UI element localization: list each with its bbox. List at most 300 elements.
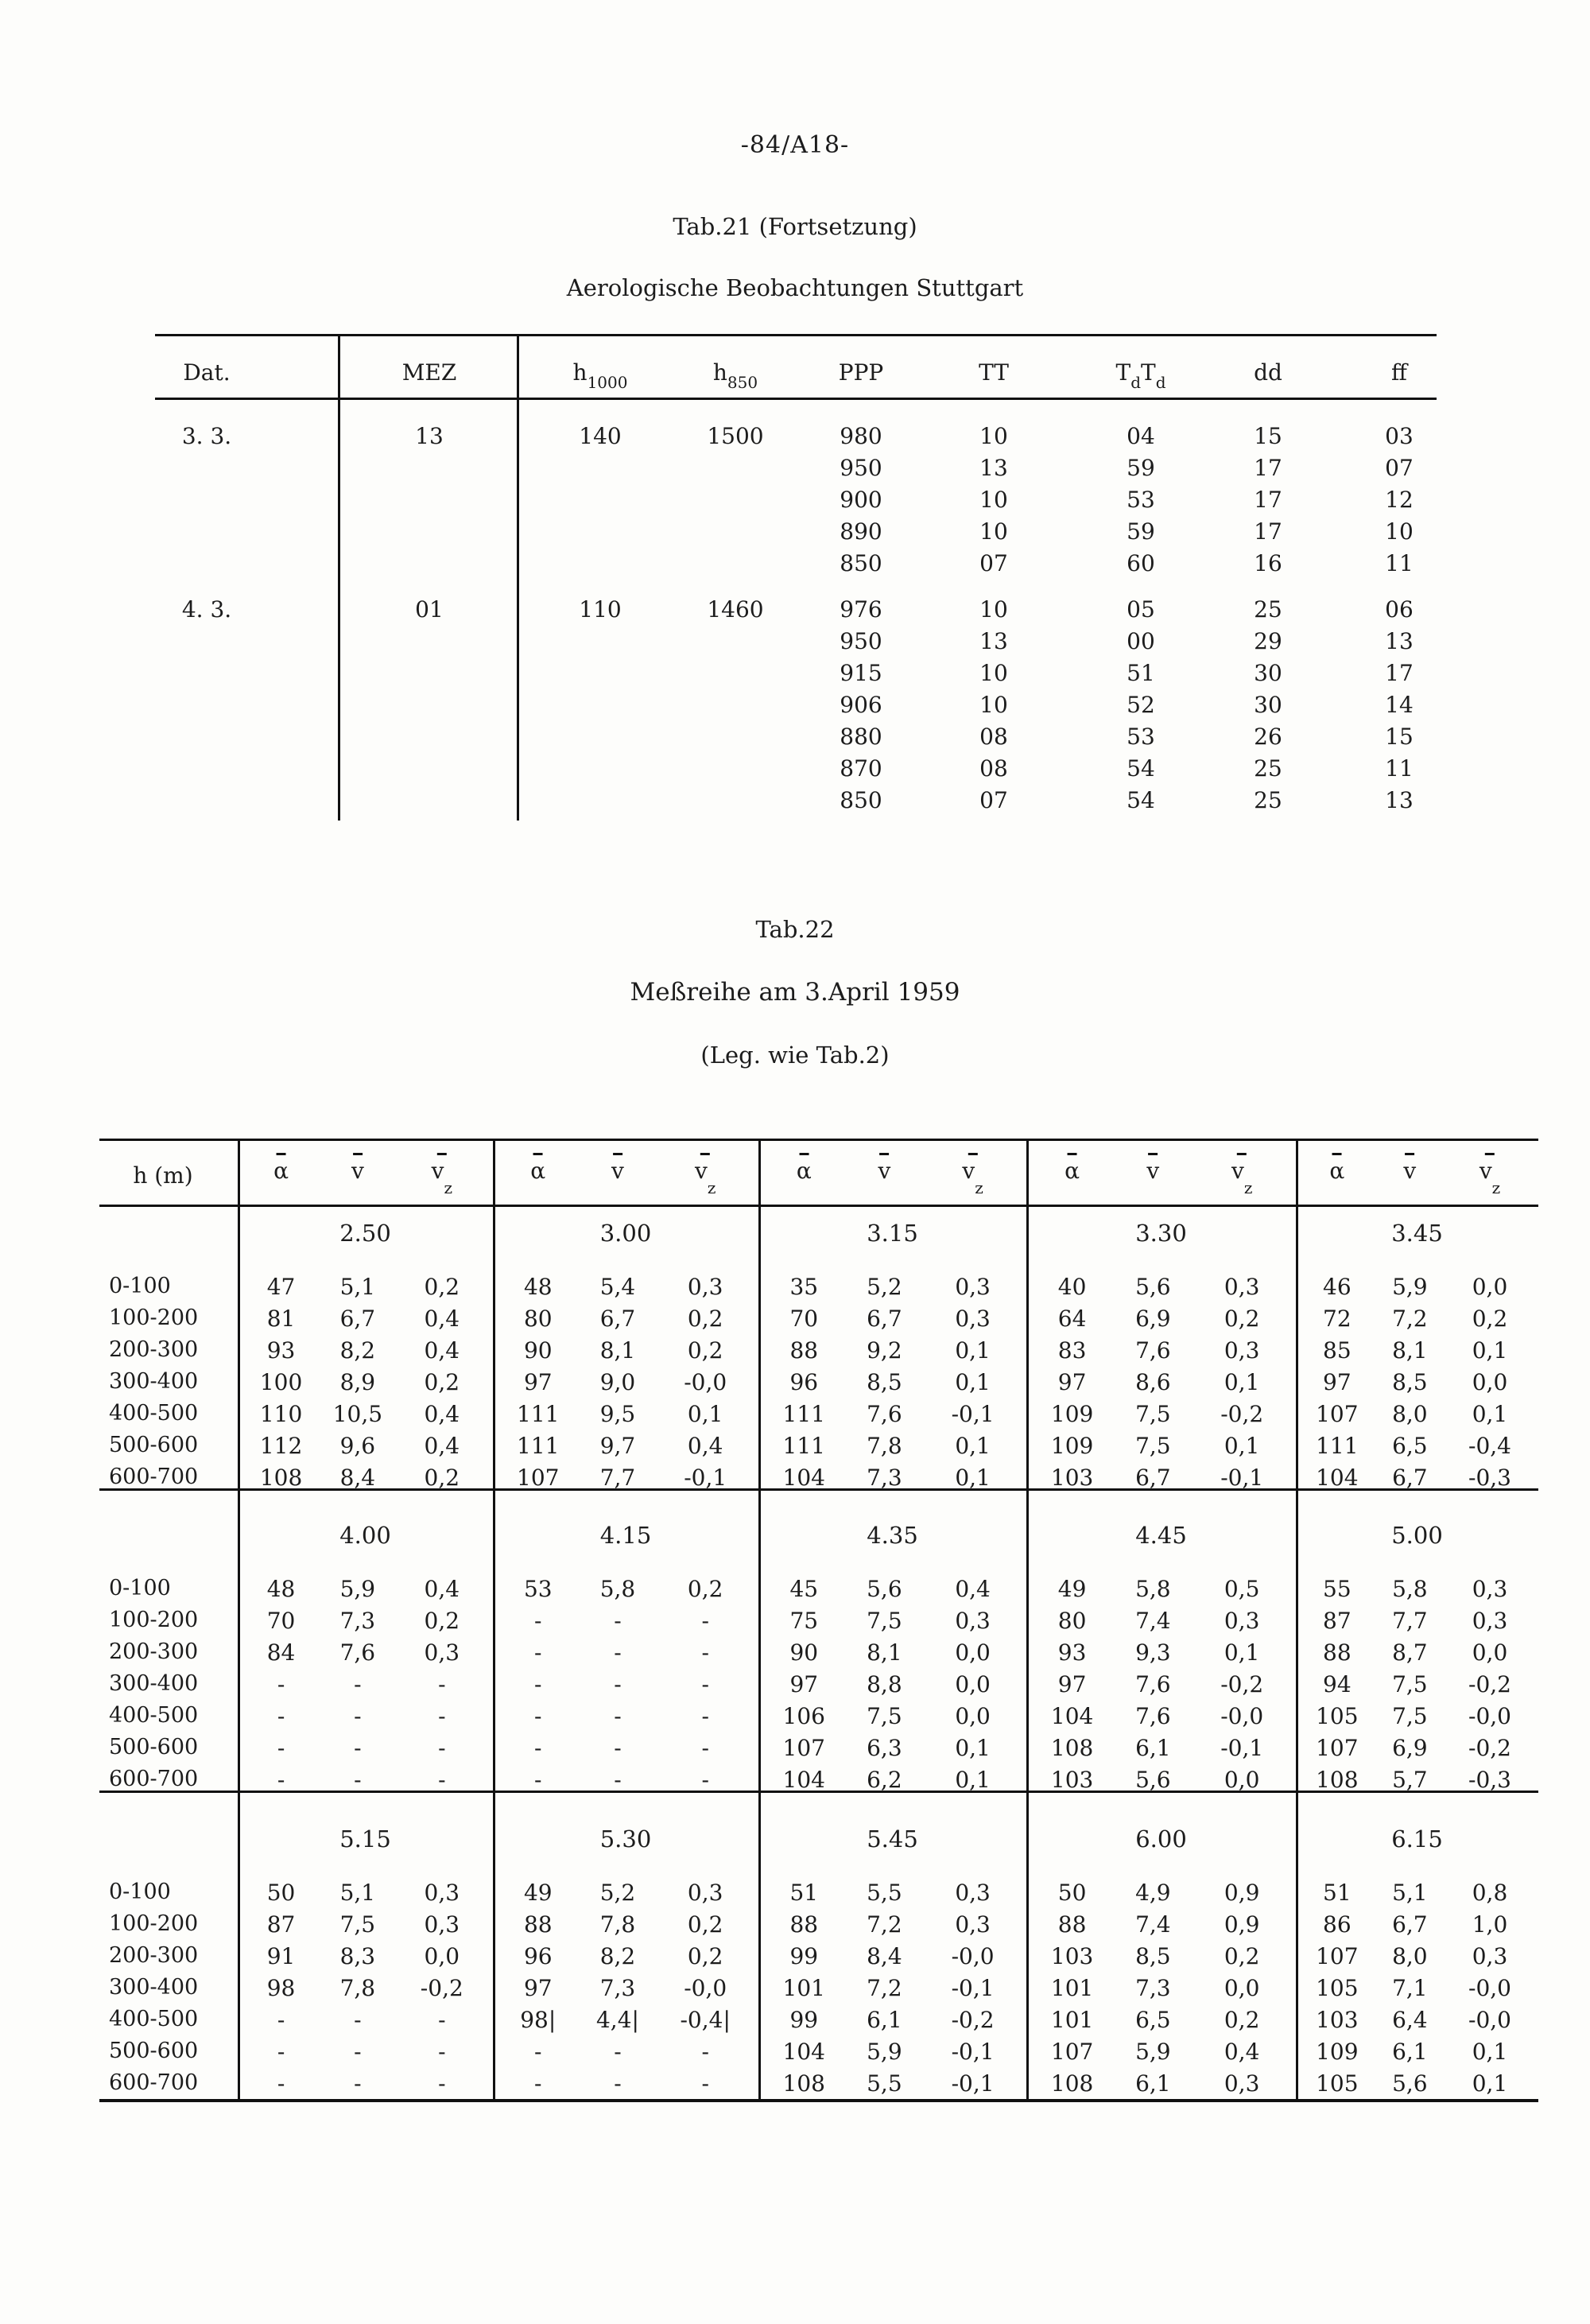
dd-cell: 25 [1254, 787, 1282, 813]
vz-value: 0,2 [1224, 1306, 1260, 1332]
alpha-value: 107 [782, 1735, 826, 1761]
ppp-cell: 900 [840, 487, 882, 513]
tt-cell: 10 [979, 518, 1008, 545]
dat-cell: 4. 3. [181, 596, 232, 623]
tdtd-cell: 51 [1127, 660, 1155, 686]
height-range-label: 0-100 [109, 1274, 171, 1298]
alpha-value: 45 [789, 1576, 819, 1602]
tt-cell: 10 [979, 423, 1008, 449]
v-value: 7,1 [1392, 1975, 1428, 2001]
vz-value: 0,2 [687, 1576, 723, 1602]
tdtd-cell: 52 [1127, 692, 1155, 718]
time-label: 4.45 [1135, 1522, 1187, 1549]
ff-cell: 13 [1385, 787, 1414, 813]
vz-value: -0,4 [1468, 1433, 1511, 1459]
v-value: - [354, 1671, 362, 1697]
vz-value: - [701, 2070, 709, 2097]
dd-cell: 30 [1254, 692, 1282, 718]
vz-value: - [701, 1608, 709, 1634]
alpha-value: 53 [523, 1576, 553, 1602]
vz-value: 0,0 [1472, 1369, 1508, 1395]
v-value: 10,5 [332, 1401, 383, 1427]
tab21-table [155, 334, 1437, 823]
alpha-value: 112 [259, 1433, 303, 1459]
vz-value: 0,1 [687, 1401, 723, 1427]
vz-value: 0,4 [955, 1576, 991, 1602]
v-value: 6,5 [1135, 2007, 1171, 2033]
vz-value: 0,2 [687, 1943, 723, 1969]
vz-value: 0,0 [955, 1703, 991, 1729]
alpha-value: 80 [1057, 1608, 1087, 1634]
alpha-value: 108 [259, 1465, 303, 1491]
alpha-value: 90 [789, 1639, 819, 1666]
v-value: 7,4 [1135, 1608, 1171, 1634]
alpha-value: - [277, 1735, 285, 1761]
ff-cell: 03 [1385, 423, 1414, 449]
ppp-cell: 950 [840, 628, 882, 654]
vz-value: 0,3 [424, 1911, 460, 1938]
v-value: 7,6 [1135, 1671, 1171, 1697]
ff-cell: 11 [1385, 550, 1414, 576]
alpha-value: 111 [517, 1401, 560, 1427]
vz-value: -0,2 [420, 1975, 463, 2001]
height-range-label: 200-300 [109, 1639, 199, 1664]
vz-value: -0,3 [1468, 1465, 1511, 1491]
alpha-value: 40 [1057, 1274, 1087, 1300]
v-value: 6,2 [867, 1767, 902, 1793]
vz-value: 0,5 [1224, 1576, 1260, 1602]
alpha-value: 108 [1050, 2070, 1094, 2097]
header-tt: TT [979, 359, 1009, 386]
vz-value: 0,2 [687, 1337, 723, 1364]
vz-value: 0,1 [955, 1465, 991, 1491]
alpha-value: 101 [1050, 2007, 1094, 2033]
vz-value: 0,0 [1472, 1639, 1508, 1666]
vz-value: -0,2 [1220, 1671, 1264, 1697]
v-value: - [614, 1608, 622, 1634]
v-value: - [354, 2007, 362, 2033]
alpha-symbol: α [797, 1158, 812, 1184]
v-value: 9,2 [867, 1337, 902, 1364]
v-value: 6,7 [599, 1306, 636, 1332]
v-value: 8,1 [599, 1337, 636, 1364]
alpha-value: 101 [782, 1975, 826, 2001]
vz-value: 0,8 [1472, 1880, 1508, 1906]
vz-value: 0,1 [955, 1337, 991, 1364]
tdtd-cell: 53 [1127, 487, 1155, 513]
vz-value: 0,2 [424, 1369, 460, 1395]
vz-value: 0,0 [955, 1639, 991, 1666]
v-value: 6,3 [867, 1735, 902, 1761]
alpha-value: 83 [1057, 1337, 1087, 1364]
alpha-value: - [534, 1703, 542, 1729]
v-value: 5,6 [1135, 1274, 1171, 1300]
alpha-value: 94 [1323, 1671, 1352, 1697]
vz-value: - [438, 1671, 446, 1697]
vz-value: 0,4 [1224, 2039, 1260, 2065]
alpha-value: - [534, 1767, 542, 1793]
height-range-label: 100-200 [109, 1911, 199, 1936]
dd-cell: 16 [1254, 550, 1282, 576]
v-value: 5,9 [867, 2039, 902, 2065]
mez-cell: 01 [415, 596, 444, 623]
tab22-title: Tab.22 [755, 916, 835, 943]
header-ppp: PPP [838, 359, 884, 386]
alpha-value: 98| [520, 2007, 556, 2033]
alpha-value: 96 [789, 1369, 819, 1395]
h850-cell: 1460 [707, 596, 764, 623]
vz-value: -0,3 [1468, 1767, 1511, 1793]
vz-symbol: $v_z$ [1479, 1158, 1500, 1188]
v-value: 8,7 [1392, 1639, 1428, 1666]
v-value: 8,5 [1135, 1943, 1171, 1969]
alpha-symbol: α [530, 1158, 545, 1184]
alpha-value: 88 [1323, 1639, 1352, 1666]
vz-value: -0,2 [1468, 1671, 1511, 1697]
vz-value: 0,3 [1224, 1337, 1260, 1364]
alpha-value: 80 [523, 1306, 553, 1332]
alpha-value: - [534, 1735, 542, 1761]
ff-cell: 06 [1385, 596, 1414, 623]
header-tdtd: $T_dT_d$ [1115, 359, 1166, 392]
v-value: 5,8 [1392, 1576, 1428, 1602]
vz-value: 0,2 [424, 1465, 460, 1491]
tab22-subtitle: Meßreihe am 3.April 1959 [630, 978, 960, 1007]
v-value: 7,3 [599, 1975, 636, 2001]
vz-value: 0,3 [1472, 1608, 1508, 1634]
vz-value: 0,9 [1224, 1880, 1260, 1906]
v-value: 6,4 [1392, 2007, 1428, 2033]
alpha-value: 101 [1050, 1975, 1094, 2001]
v-value: 8,5 [867, 1369, 902, 1395]
row-header: h (m) [133, 1162, 193, 1189]
ff-cell: 12 [1385, 487, 1414, 513]
height-range-label: 100-200 [109, 1608, 199, 1632]
v-value: 9,6 [339, 1433, 376, 1459]
vz-value: 0,1 [1472, 1337, 1508, 1364]
alpha-value: - [277, 2039, 285, 2065]
tt-cell: 10 [979, 596, 1008, 623]
tdtd-cell: 53 [1127, 724, 1155, 750]
alpha-value: 107 [1316, 1401, 1359, 1427]
header-dd: dd [1254, 359, 1282, 386]
vz-value: 0,3 [687, 1274, 723, 1300]
ppp-cell: 870 [840, 755, 882, 782]
v-value: - [614, 1767, 622, 1793]
alpha-value: 111 [782, 1401, 826, 1427]
vz-value: -0,4| [680, 2007, 731, 2033]
vz-value: -0,0 [1220, 1703, 1264, 1729]
alpha-value: - [534, 1608, 542, 1634]
time-label: 2.50 [339, 1220, 391, 1247]
ppp-cell: 850 [840, 550, 882, 576]
alpha-value: 88 [523, 1911, 553, 1938]
vz-value: - [701, 2039, 709, 2065]
alpha-value: 105 [1316, 1703, 1359, 1729]
alpha-value: 104 [782, 2039, 826, 2065]
vz-value: -0,2 [951, 2007, 995, 2033]
alpha-value: 51 [789, 1880, 819, 1906]
v-value: 7,6 [1135, 1337, 1171, 1364]
alpha-value: 104 [782, 1465, 826, 1491]
height-range-label: 0-100 [109, 1880, 171, 1904]
v-value: 7,5 [1135, 1433, 1171, 1459]
vz-symbol: $v_z$ [695, 1158, 716, 1188]
v-value: 7,3 [339, 1608, 376, 1634]
ppp-cell: 890 [840, 518, 882, 545]
alpha-value: 48 [266, 1576, 296, 1602]
height-range-label: 300-400 [109, 1369, 199, 1394]
v-value: 8,3 [339, 1943, 376, 1969]
v-symbol: v [1403, 1158, 1416, 1184]
v-value: - [614, 2070, 622, 2097]
v-value: 7,5 [1392, 1671, 1428, 1697]
v-symbol: v [611, 1158, 624, 1184]
alpha-value: 88 [1057, 1911, 1087, 1938]
alpha-value: - [534, 1639, 542, 1666]
alpha-value: 90 [523, 1337, 553, 1364]
v-value: 6,5 [1392, 1433, 1428, 1459]
v-value: - [354, 2039, 362, 2065]
ppp-cell: 915 [840, 660, 882, 686]
ff-cell: 11 [1385, 755, 1414, 782]
ff-cell: 14 [1385, 692, 1414, 718]
v-value: 8,9 [339, 1369, 376, 1395]
vz-value: -0,0 [951, 1943, 995, 1969]
tab22-legend: (Leg. wie Tab.2) [700, 1042, 890, 1069]
ppp-cell: 906 [840, 692, 882, 718]
tab22-table [99, 1139, 1538, 2109]
alpha-value: 97 [523, 1975, 553, 2001]
alpha-value: 111 [517, 1433, 560, 1459]
vz-symbol: $v_z$ [962, 1158, 983, 1188]
alpha-value: 106 [782, 1703, 826, 1729]
alpha-value: 111 [1316, 1433, 1359, 1459]
v-value: 7,8 [867, 1433, 902, 1459]
v-value: 6,1 [1135, 1735, 1171, 1761]
height-range-label: 600-700 [109, 1465, 199, 1489]
v-value: 7,5 [1392, 1703, 1428, 1729]
alpha-value: 75 [789, 1608, 819, 1634]
alpha-value: 84 [266, 1639, 296, 1666]
time-label: 3.00 [599, 1220, 652, 1247]
v-value: 5,1 [1392, 1880, 1428, 1906]
vz-value: 0,3 [1224, 1608, 1260, 1634]
alpha-value: 91 [266, 1943, 296, 1969]
tdtd-cell: 59 [1127, 455, 1155, 481]
v-value: 5,5 [867, 1880, 902, 1906]
alpha-value: 88 [789, 1911, 819, 1938]
dd-cell: 17 [1254, 487, 1282, 513]
v-value: 5,6 [1392, 2070, 1428, 2097]
v-value: 7,8 [599, 1911, 636, 1938]
alpha-value: 88 [789, 1337, 819, 1364]
alpha-value: 103 [1050, 1943, 1094, 1969]
header-dat: Dat. [183, 359, 231, 386]
vz-value: 0,3 [687, 1880, 723, 1906]
vz-value: -0,1 [951, 2039, 995, 2065]
v-symbol: v [878, 1158, 890, 1184]
vz-value: 0,3 [955, 1608, 991, 1634]
ff-cell: 07 [1385, 455, 1414, 481]
v-value: 8,0 [1392, 1943, 1428, 1969]
alpha-value: 108 [1316, 1767, 1359, 1793]
vz-value: 0,2 [1472, 1306, 1508, 1332]
alpha-value: 50 [1057, 1880, 1087, 1906]
vz-value: 0,3 [1472, 1576, 1508, 1602]
vz-value: -0,0 [1468, 1703, 1511, 1729]
time-label: 6.15 [1391, 1825, 1443, 1853]
v-value: 8,8 [867, 1671, 902, 1697]
h850-cell: 1500 [707, 423, 764, 449]
alpha-symbol: α [1329, 1158, 1344, 1184]
vz-value: 0,1 [1472, 1401, 1508, 1427]
v-value: 7,7 [1392, 1608, 1428, 1634]
vz-value: - [701, 1671, 709, 1697]
alpha-value: 105 [1316, 2070, 1359, 2097]
alpha-value: 97 [523, 1369, 553, 1395]
height-range-label: 600-700 [109, 2070, 199, 2095]
vz-value: 0,4 [424, 1306, 460, 1332]
time-label: 4.00 [339, 1522, 391, 1549]
alpha-value: 51 [1323, 1880, 1352, 1906]
height-range-label: 500-600 [109, 1735, 199, 1759]
alpha-value: 47 [266, 1274, 296, 1300]
alpha-value: - [277, 1767, 285, 1793]
vz-value: 0,0 [955, 1671, 991, 1697]
time-label: 4.15 [599, 1522, 652, 1549]
v-value: 5,2 [867, 1274, 902, 1300]
alpha-value: 48 [523, 1274, 553, 1300]
height-range-label: 400-500 [109, 1703, 199, 1728]
alpha-value: 103 [1050, 1767, 1094, 1793]
dd-cell: 29 [1254, 628, 1282, 654]
v-value: 8,0 [1392, 1401, 1428, 1427]
tdtd-cell: 59 [1127, 518, 1155, 545]
dd-cell: 17 [1254, 455, 1282, 481]
ppp-cell: 976 [840, 596, 882, 623]
time-label: 6.00 [1135, 1825, 1187, 1853]
time-label: 5.00 [1391, 1522, 1443, 1549]
vz-value: 0,2 [687, 1306, 723, 1332]
vz-value: -0,1 [951, 1401, 995, 1427]
vz-value: 0,3 [955, 1880, 991, 1906]
tdtd-cell: 04 [1127, 423, 1155, 449]
vz-value: -0,1 [951, 1975, 995, 2001]
header-h1000: $h_{1000}$ [572, 359, 628, 392]
alpha-value: 109 [1316, 2039, 1359, 2065]
vz-value: 0,3 [424, 1880, 460, 1906]
v-value: 7,2 [867, 1975, 902, 2001]
vz-value: 0,2 [424, 1608, 460, 1634]
tt-cell: 08 [979, 724, 1008, 750]
alpha-value: 103 [1050, 1465, 1094, 1491]
alpha-value: 99 [789, 2007, 819, 2033]
time-label: 4.35 [867, 1522, 918, 1549]
v-value: 4,9 [1135, 1880, 1171, 1906]
vz-value: 0,1 [1224, 1433, 1260, 1459]
v-value: 7,3 [867, 1465, 902, 1491]
alpha-value: 87 [266, 1911, 296, 1938]
header-h850: $h_{850}$ [712, 359, 758, 392]
vz-value: 0,2 [687, 1911, 723, 1938]
tt-cell: 07 [979, 550, 1008, 576]
alpha-value: 50 [266, 1880, 296, 1906]
height-range-label: 300-400 [109, 1671, 199, 1696]
vz-value: - [438, 1735, 446, 1761]
alpha-value: 107 [517, 1465, 560, 1491]
tdtd-cell: 00 [1127, 628, 1155, 654]
vz-value: -0,1 [951, 2070, 995, 2097]
vz-value: 0,3 [1472, 1943, 1508, 1969]
ff-cell: 15 [1385, 724, 1414, 750]
vz-value: - [438, 2039, 446, 2065]
vz-value: - [438, 2070, 446, 2097]
v-value: 5,2 [599, 1880, 636, 1906]
alpha-value: - [534, 2039, 542, 2065]
time-label: 5.45 [867, 1825, 918, 1853]
vz-value: 0,1 [955, 1735, 991, 1761]
v-value: 6,7 [867, 1306, 902, 1332]
tt-cell: 13 [979, 628, 1008, 654]
time-label: 5.15 [339, 1825, 391, 1853]
v-value: 7,5 [867, 1703, 902, 1729]
v-value: 8,1 [867, 1639, 902, 1666]
ppp-cell: 980 [840, 423, 882, 449]
tdtd-cell: 05 [1127, 596, 1155, 623]
vz-value: - [438, 1767, 446, 1793]
height-range-label: 400-500 [109, 1401, 199, 1426]
vz-value: 1,0 [1472, 1911, 1508, 1938]
alpha-value: 109 [1050, 1433, 1094, 1459]
time-label: 3.45 [1391, 1220, 1443, 1247]
v-value: 8,6 [1135, 1369, 1171, 1395]
alpha-value: 108 [782, 2070, 826, 2097]
vz-value: -0,2 [1468, 1735, 1511, 1761]
v-value: 7,5 [867, 1608, 902, 1634]
vz-value: 0,2 [1224, 1943, 1260, 1969]
alpha-symbol: α [273, 1158, 289, 1184]
vz-value: 0,3 [424, 1639, 460, 1666]
alpha-value: - [277, 2070, 285, 2097]
vz-value: 0,3 [955, 1274, 991, 1300]
vz-value: -0,1 [1220, 1465, 1264, 1491]
mez-cell: 13 [415, 423, 444, 449]
alpha-symbol: α [1065, 1158, 1080, 1184]
alpha-value: 81 [266, 1306, 296, 1332]
alpha-value: 70 [266, 1608, 296, 1634]
v-value: 6,7 [339, 1306, 376, 1332]
vz-value: 0,4 [687, 1433, 723, 1459]
alpha-value: 49 [1057, 1576, 1087, 1602]
vz-value: 0,2 [424, 1274, 460, 1300]
ff-cell: 17 [1385, 660, 1414, 686]
alpha-value: 85 [1323, 1337, 1352, 1364]
alpha-value: 105 [1316, 1975, 1359, 2001]
alpha-value: 111 [782, 1433, 826, 1459]
vz-value: 0,1 [955, 1369, 991, 1395]
v-value: 8,2 [339, 1337, 376, 1364]
alpha-value: 46 [1323, 1274, 1352, 1300]
vz-value: - [438, 1703, 446, 1729]
vz-value: -0,0 [1468, 1975, 1511, 2001]
dd-cell: 25 [1254, 755, 1282, 782]
dd-cell: 25 [1254, 596, 1282, 623]
v-value: 8,4 [867, 1943, 902, 1969]
dd-cell: 26 [1254, 724, 1282, 750]
vz-value: 0,3 [1224, 2070, 1260, 2097]
alpha-value: 104 [782, 1767, 826, 1793]
